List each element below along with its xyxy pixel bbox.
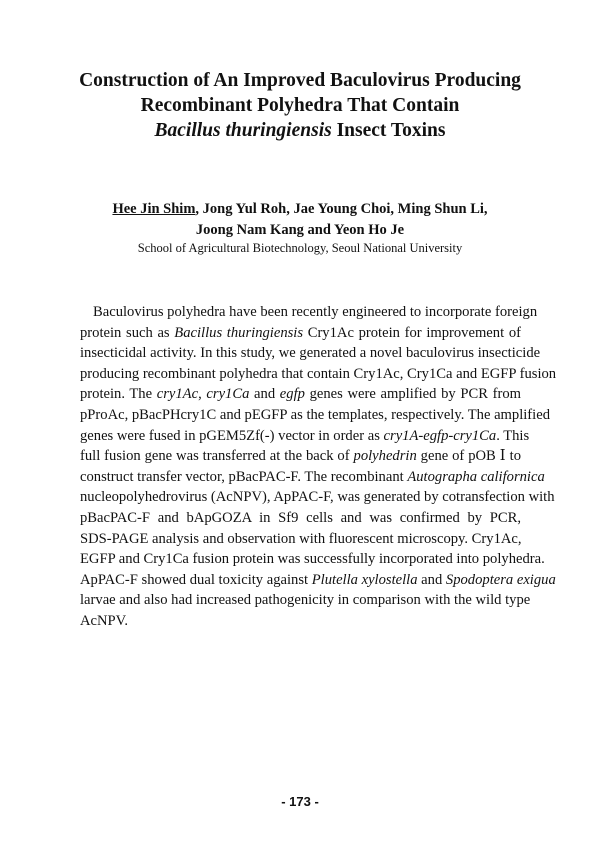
text-run: construct transfer vector, pBacPAC-F. The recombinant [80, 468, 408, 485]
co-authors-1: , Jong Yul Roh, Jae Young Choi, Ming Shun Li, [195, 201, 488, 217]
gene-name: egfp [279, 386, 305, 403]
abstract-line: producing recombinant polyhedra that contain Cry1Ac, Cry1Ca and EGFP fusion [80, 365, 557, 382]
gene-name: cry1Ac [156, 386, 199, 403]
title-species-name: Bacillus thuringiensis [154, 120, 332, 141]
abstract-line: EGFP and Cry1Ca fusion protein was successfully incorporated into polyhedra. [80, 551, 545, 568]
abstract-line [80, 570, 556, 591]
abstract-line: pProAc, pBacPHcry1C and pEGFP as the templates, respectively. The amplified [80, 406, 550, 423]
text-run: genes were amplified by PCR from [304, 386, 521, 403]
title-line-3-rest: Insect Toxins [331, 120, 446, 141]
text-run: full fusion gene was transferred at the back of [80, 448, 354, 465]
species-name: Plutella xylostella [311, 571, 418, 588]
text-run: gene of pOB Ⅰ to [416, 448, 521, 465]
gene-construct-name: cry1A-egfp-cry1Ca [383, 427, 497, 444]
page-number: - 173 - [281, 794, 319, 809]
text-run: . This [496, 427, 530, 444]
abstract-line [80, 384, 521, 405]
author-line-1 [40, 199, 560, 220]
abstract-line: SDS-PAGE analysis and observation with fluorescent microscopy. Cry1Ac, [80, 530, 522, 547]
text-run: ApPAC-F showed dual toxicity against [80, 571, 312, 588]
text-run: genes were fused in pGEM5Zf(-) vector in order as [80, 427, 384, 444]
text-run: protein. The [80, 386, 157, 403]
abstract-line: pBacPAC-F and bApGOZA in Sf9 cells and was confirmed by PCR, [80, 509, 521, 526]
abstract-line [80, 467, 545, 488]
affiliation: School of Agricultural Biotechnology, Seoul National University [137, 241, 463, 255]
species-name: Bacillus thuringiensis [174, 324, 304, 341]
paper-title [40, 68, 560, 143]
abstract-line [80, 323, 521, 344]
abstract-line: larvae and also had increased pathogenicity in comparison with the wild type [80, 592, 531, 609]
title-line-2: Recombinant Polyhedra That Contain [140, 95, 460, 116]
text-run: and [249, 386, 280, 403]
author-line-2: Joong Nam Kang and Yeon Ho Je [195, 222, 405, 238]
abstract-line [80, 446, 521, 467]
species-name: Autographa californica [407, 468, 545, 485]
author-list [40, 199, 560, 241]
species-name: Spodoptera exigua [445, 571, 556, 588]
text-run: protein such as [80, 324, 175, 341]
abstract-line: AcNPV. [80, 612, 128, 629]
abstract-body [80, 302, 557, 632]
gene-name: polyhedrin [353, 448, 417, 465]
gene-name: cry1Ca [206, 386, 250, 403]
text-run: Cry1Ac protein for improvement of [303, 324, 521, 341]
presenting-author: Hee Jin Shim [112, 201, 196, 217]
abstract-line: Baculovirus polyhedra have been recently engineered to incorporate foreign [93, 304, 538, 320]
abstract-line: nucleopolyhedrovirus (AcNPV), ApPAC-F, was generated by cotransfection with [80, 489, 555, 506]
text-run: , [198, 386, 207, 403]
abstract-line: insecticidal activity. In this study, we generated a novel baculovirus insecticide [80, 345, 541, 362]
title-line-1: Construction of An Improved Baculovirus Producing [79, 70, 521, 91]
text-run: and [417, 571, 446, 588]
title-line-3 [40, 118, 560, 143]
abstract-line [80, 426, 530, 447]
